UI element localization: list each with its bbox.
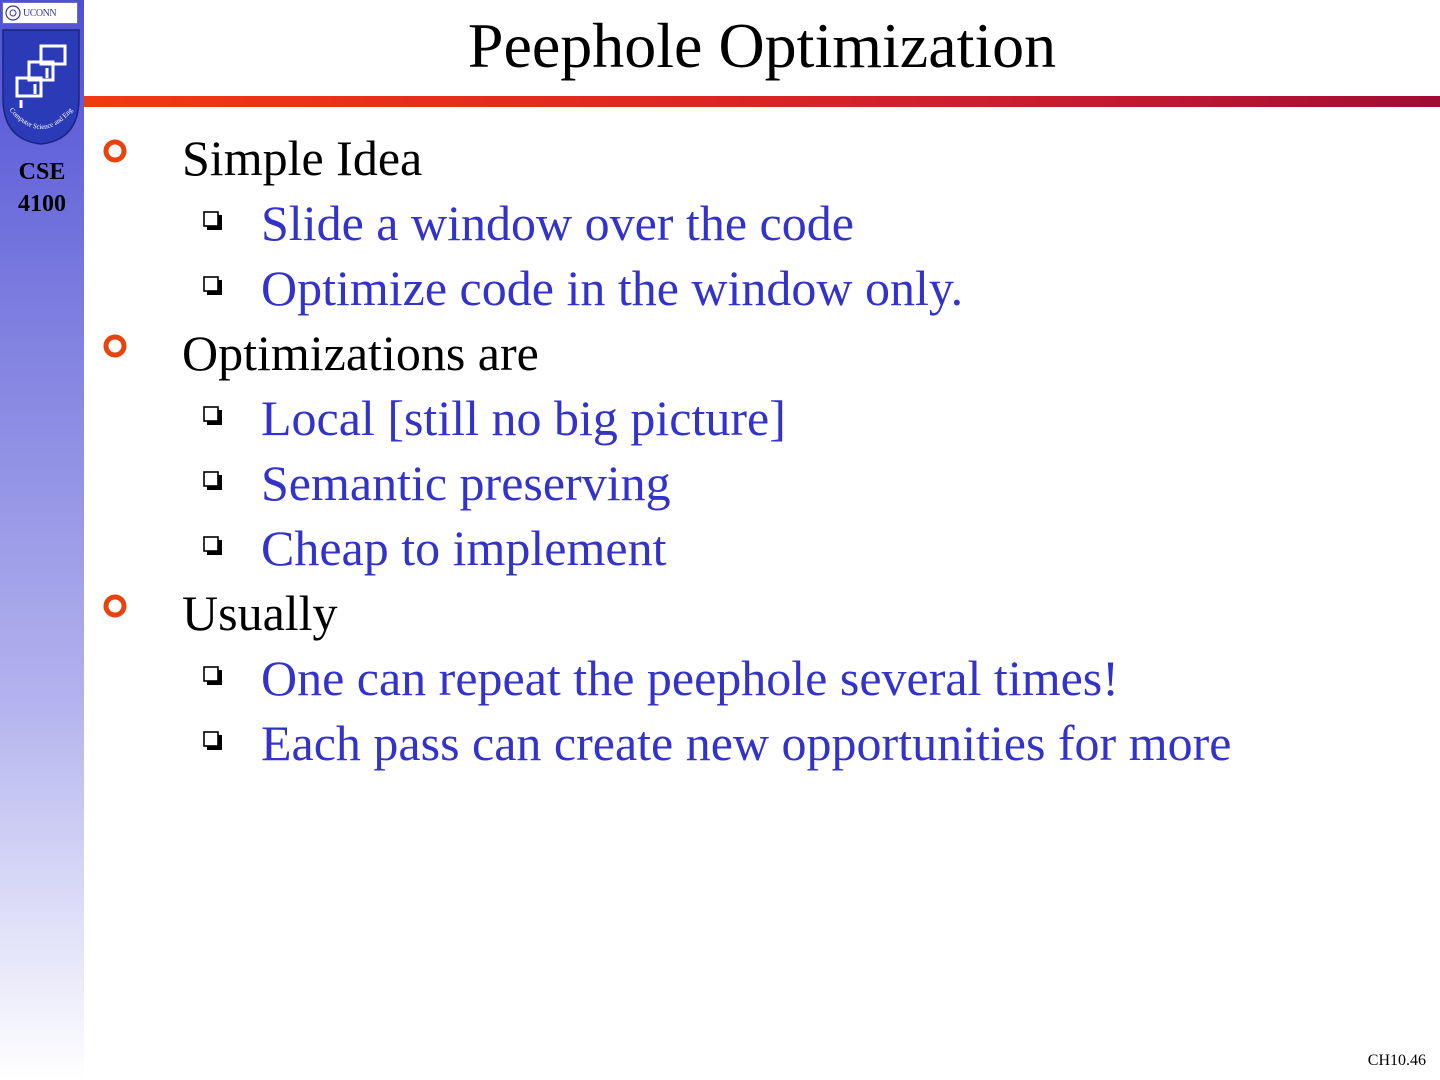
uconn-wordmark: UCONN xyxy=(23,7,57,19)
shadow-box-icon xyxy=(203,666,223,686)
sub-bullet-item xyxy=(0,445,1440,510)
shadow-box-icon xyxy=(203,276,223,296)
sub-bullet-item xyxy=(0,640,1440,705)
sub-bullet-text: Slide a window over the code xyxy=(261,195,854,251)
hollow-ring-icon xyxy=(102,593,128,619)
slide-title: Peephole Optimization xyxy=(467,10,1057,81)
seal-icon xyxy=(5,5,21,21)
shadow-box-icon xyxy=(203,406,223,426)
sub-bullet-item xyxy=(0,380,1440,445)
hollow-ring-icon xyxy=(102,333,128,359)
slide-number: CH10.46 xyxy=(1367,1052,1426,1069)
sub-bullet-item xyxy=(0,705,1440,770)
logo-ring-text: Computer Science and Eng xyxy=(7,106,75,132)
sub-bullet-text: Semantic preserving xyxy=(261,455,671,511)
sub-bullet-item xyxy=(0,185,1440,250)
bullet-item xyxy=(0,315,1440,380)
uconn-logo xyxy=(2,2,78,24)
sub-bullet-item xyxy=(0,510,1440,575)
sub-bullet-text: One can repeat the peephole several times! xyxy=(261,650,1119,706)
course-prefix: CSE xyxy=(18,159,66,185)
bullet-item xyxy=(0,575,1440,640)
sub-bullet-text: Optimize code in the window only. xyxy=(261,260,964,316)
sub-bullet-item xyxy=(0,250,1440,315)
bullet-text: Usually xyxy=(182,585,338,641)
bullet-text: Simple Idea xyxy=(182,130,423,186)
shadow-box-icon xyxy=(203,211,223,231)
hollow-ring-icon xyxy=(102,138,128,164)
shadow-box-icon xyxy=(203,731,223,751)
sub-bullet-text: Local [still no big picture] xyxy=(261,390,786,446)
sub-bullet-text: Each pass can create new opportunities for more xyxy=(261,715,1232,771)
course-number: 4100 xyxy=(18,191,66,217)
bullet-item xyxy=(0,120,1440,185)
shadow-box-icon xyxy=(203,471,223,491)
title-divider xyxy=(84,96,1440,107)
bullet-text: Optimizations are xyxy=(182,325,539,381)
sub-bullet-text: Cheap to implement xyxy=(261,520,667,576)
bullet-list xyxy=(0,120,1440,770)
shadow-box-icon xyxy=(203,536,223,556)
